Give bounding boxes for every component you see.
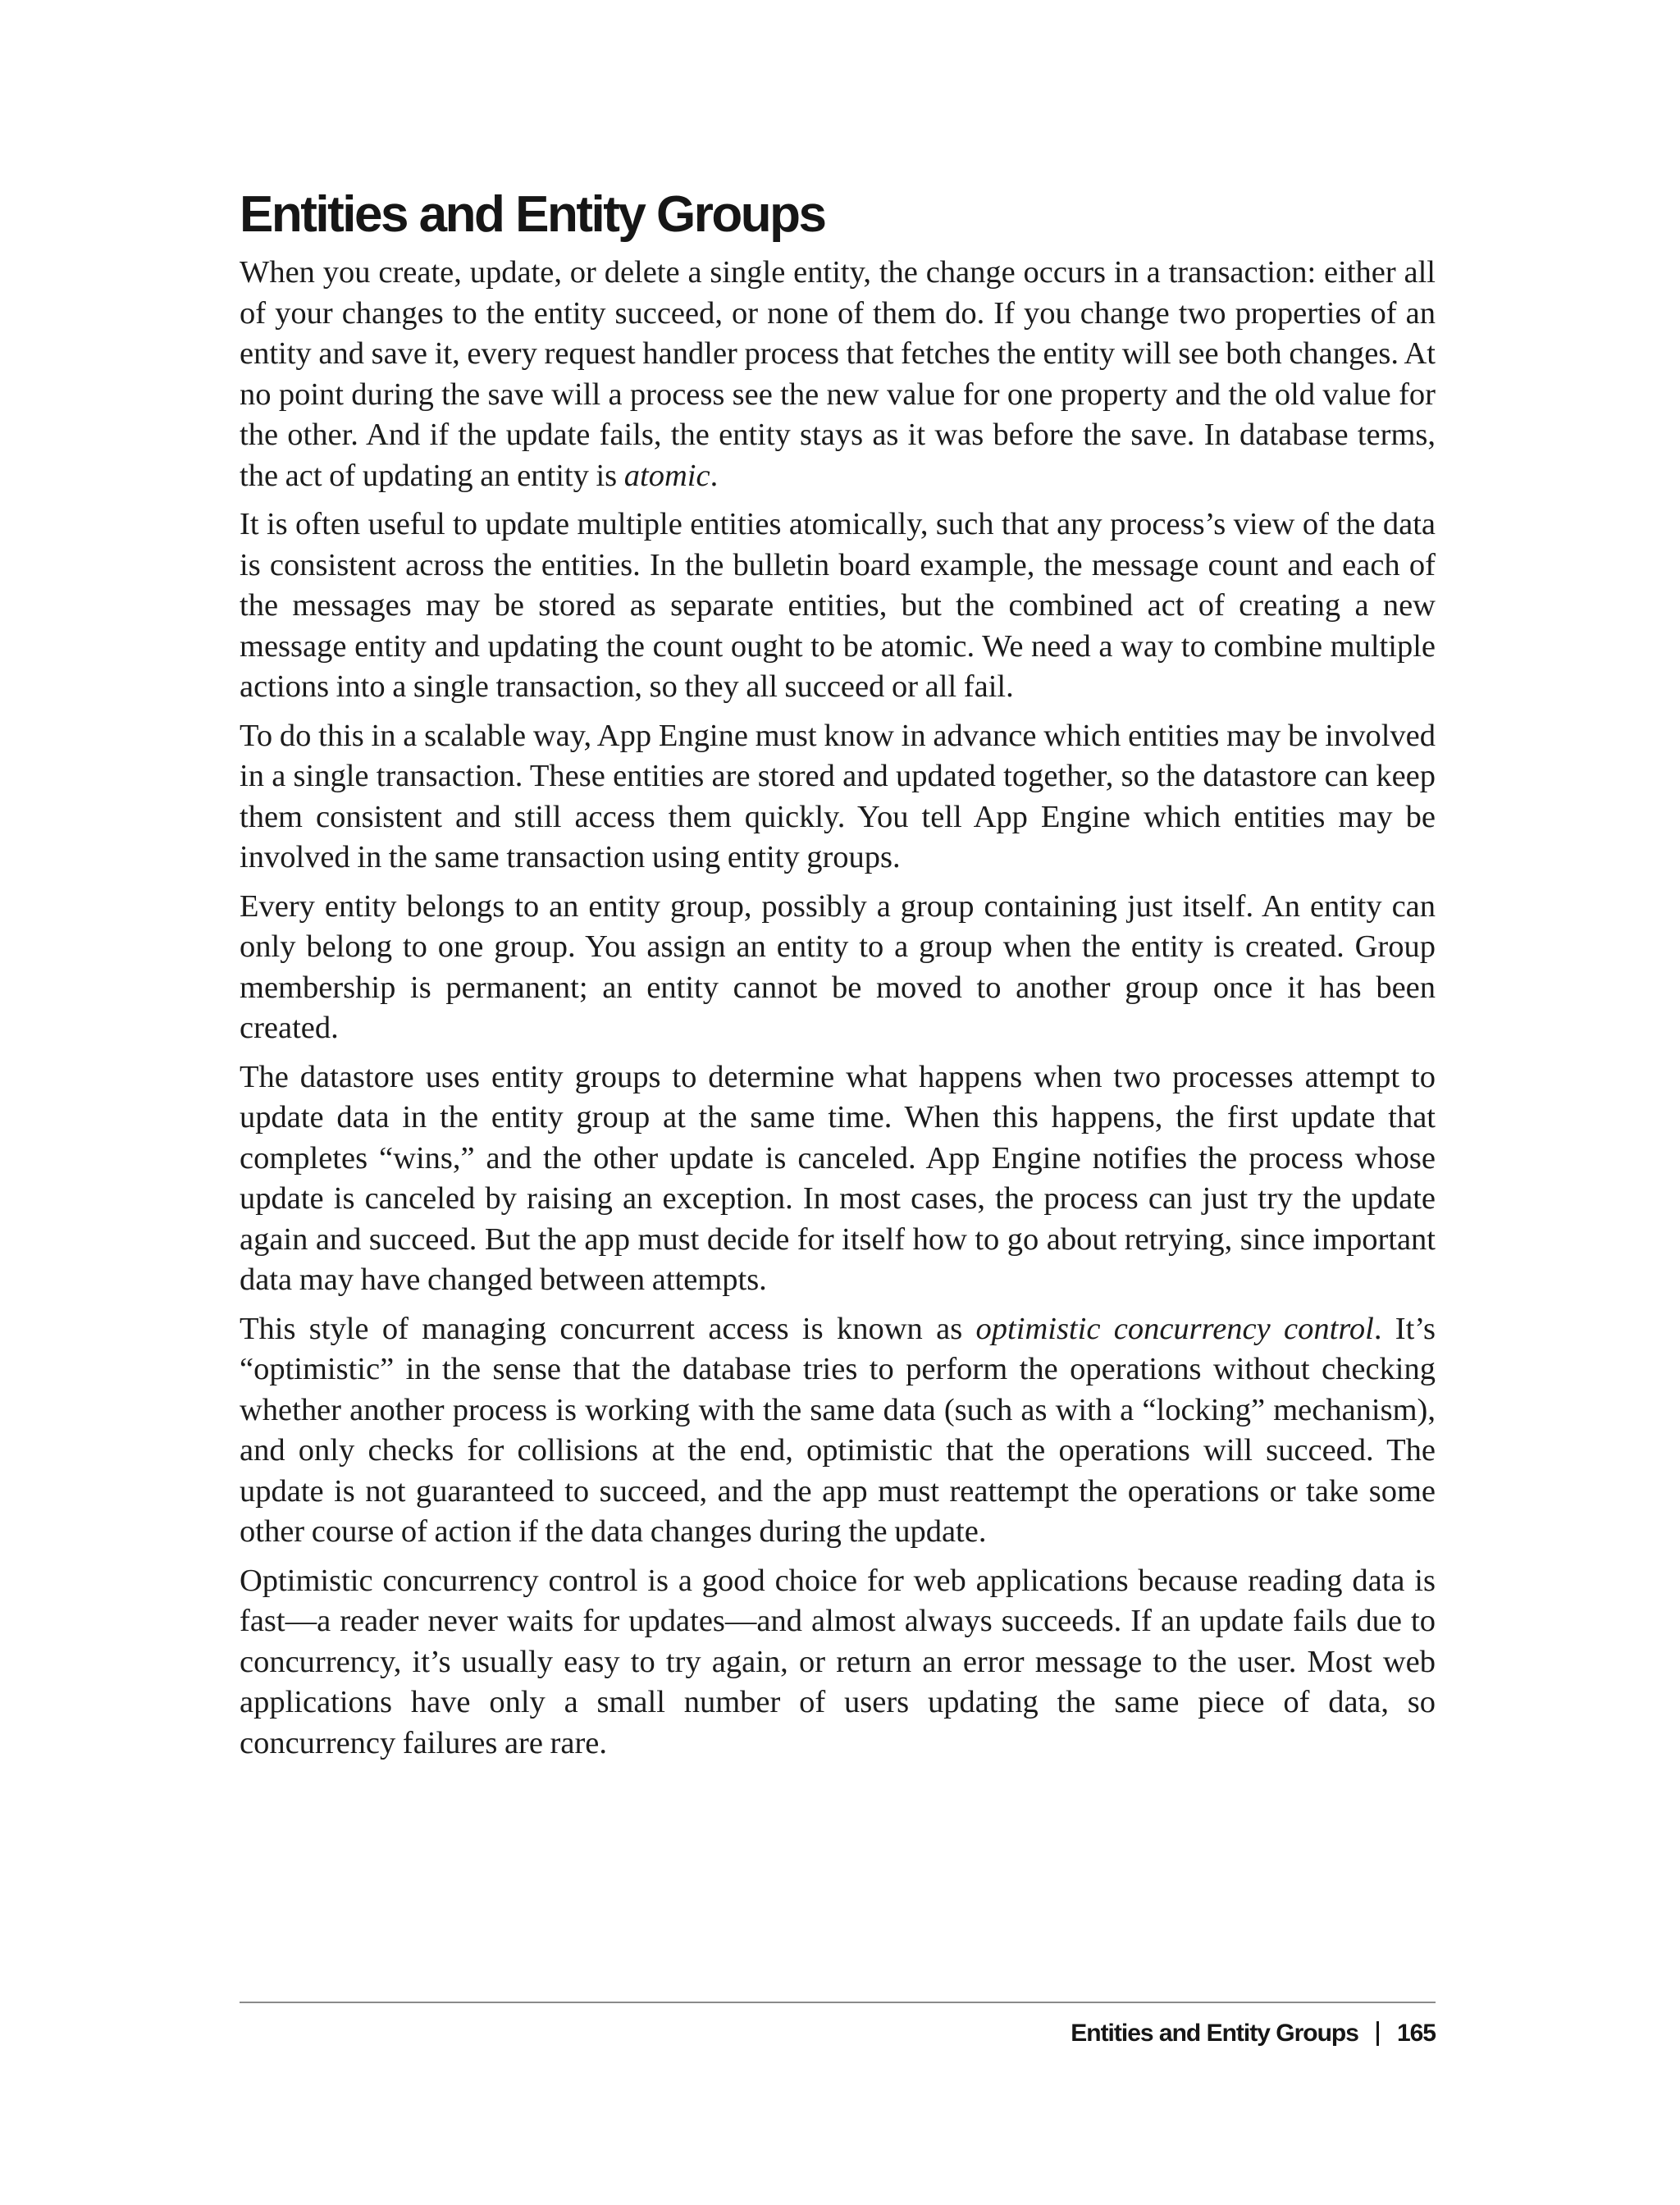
page-body <box>240 180 1436 1772</box>
footer-section-title: Entities and Entity Groups <box>1071 2020 1358 2047</box>
paragraph-2: It is often useful to update multiple entities atomically, such that any process’s view of the data is consistent across the entities. In the bulletin board example, the message count and each of the messages may be stored as separate entities, but the combined act of creating a new message entity and updating the count ought to be atomic. We need a way to combine multiple actions into a single transaction, so they all succeed or all fail. <box>240 507 1436 704</box>
page-footer <box>1071 2020 1436 2048</box>
section-heading: Entities and Entity Groups <box>240 186 825 243</box>
footer-divider <box>240 2002 1436 2003</box>
paragraph-6-emphasis: optimistic concurrency control <box>975 1311 1374 1346</box>
paragraph-6-text: This style of managing concurrent access is known as <box>240 1311 976 1346</box>
paragraph-1 <box>240 253 1436 496</box>
paragraph-1-tail: . <box>710 458 719 493</box>
page-number: 165 <box>1396 2020 1436 2047</box>
paragraph-6 <box>240 1309 1436 1553</box>
paragraph-3: To do this in a scalable way, App Engine must know in advance which entities may be involved in a single transaction. These entities are stored and updated together, so the datastore can keep them consistent and still access them quickly. You tell App Engine which entities may be involved in the same transaction using entity groups. <box>240 718 1436 874</box>
paragraph-1-text: When you create, update, or delete a single entity, the change occurs in a transaction: either all of your changes to the entity succeed, or none of them do. If you change two properties of an entity and save it, every request handler process that fetches the entity will see both changes. At no point during the save will a process see the new value for one property and the old value for the other. And if the update fails, the entity stays as it was before the save. In database terms, the act of updating an entity is <box>240 255 1436 493</box>
paragraph-6-tail: . It’s “optimistic” in the sense that the database tries to perform the operations without checking whether another process is working with the same data (such as with a “locking” mechanism), and only checks for collisions at the end, optimistic that the operations will succeed. The update is not guaranteed to succeed, and the app must reattempt the operations or take some other course of action if the data changes during the update. <box>240 1311 1436 1549</box>
paragraph-1-emphasis: atomic <box>623 458 710 493</box>
paragraph-4: Every entity belongs to an entity group, possibly a group containing just itself. An entity can only belong to one group. You assign an entity to a group when the entity is created. Group membership is permanent; an entity cannot be moved to another group once it has been created. <box>240 888 1436 1045</box>
footer-separator <box>1376 2021 1379 2046</box>
paragraph-7: Optimistic concurrency control is a good choice for web applications because reading data is fast—a reader never waits for updates—and almost always succeeds. If an update fails due to concurrency, it’s usually easy to try again, or return an error message to the user. Most web applications have only a small number of users updating the same piece of data, so concurrency failures are rare. <box>240 1563 1436 1760</box>
paragraph-5: The datastore uses entity groups to determine what happens when two processes attempt to update data in the entity group at the same time. When this happens, the first update that completes “wins,” and the other update is canceled. App Engine notifies the process whose update is canceled by raising an exception. In most cases, the process can just try the update again and succeed. But the app must decide for itself how to go about retrying, since important data may have changed between attempts. <box>240 1059 1436 1297</box>
